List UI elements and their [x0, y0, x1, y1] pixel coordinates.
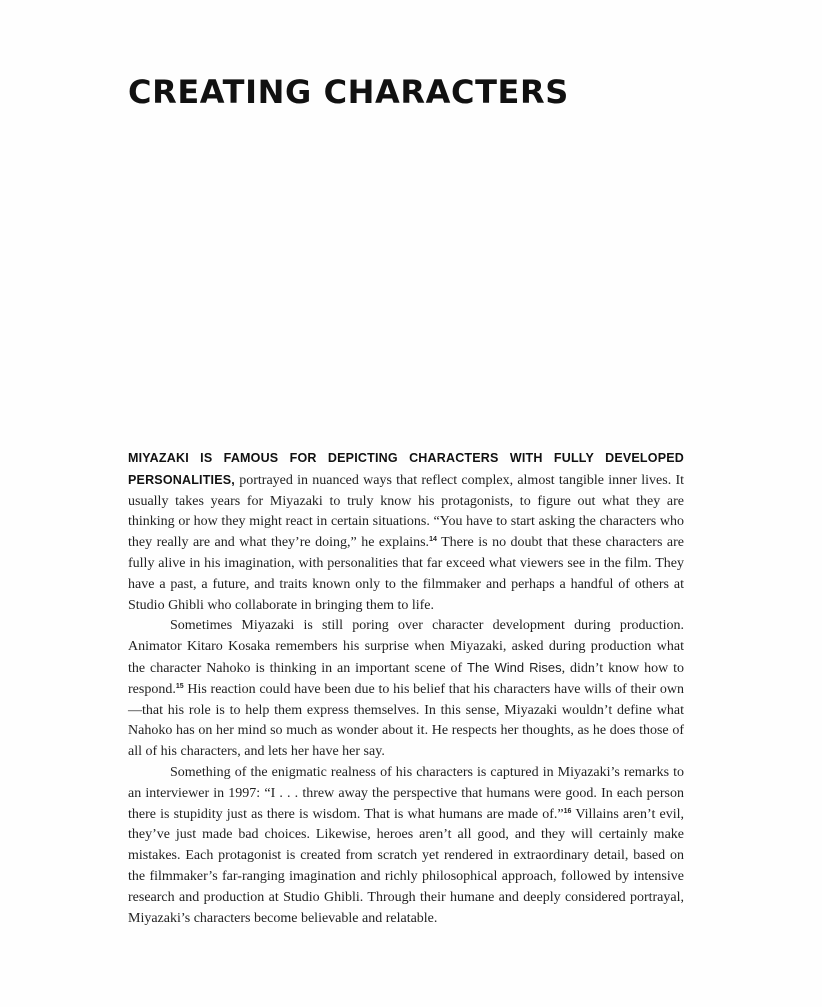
paragraph-1-text-b: There is no doubt that these characters are fully alive in his imagination, with personalities that far exceed what viewers see in the film. They have a past, a future, and traits known only to the filmmaker and perhaps a handful of others at Studio Ghibli who collaborate in bringing them to life.	[128, 535, 685, 613]
paragraph-2-text-a: Sometimes Miyazaki is still poring over character development during production. Animator Kitaro Kosaka remembers his surprise when Miyazaki, asked during production what the character Nahoko is thinking in an important scene of	[128, 618, 684, 676]
paragraph-3-text-b: Villains aren’t evil, they’ve just made bad choices. Likewise, heroes aren’t all good, and they will certainly make mistakes. Each protagonist is created from scratch yet rendered in extraordinary detail, based on the filmmaker’s far-ranging imagination and richly philosophical approach, followed by intensive research and production at Studio Ghibli. Through their humane and deeply considered portrayal, Miyazaki’s characters become believable and relatable.	[128, 806, 684, 926]
paragraph-1-text-a: portrayed in nuanced ways that reflect complex, almost tangible inner lives. It usually takes years for Miyazaki to truly know his protagonists, to figure out what they are thinking or how they might react in certain situations. “You have to start asking the characters who they really are and what they’re doing,” he explains.	[128, 472, 684, 551]
paragraph-2	[128, 616, 684, 763]
paragraph-3-text-a: Something of the enigmatic realness of his characters is captured in Miyazaki’s remarks to an interviewer in 1997: “I . . . threw away the perspective that humans were good. In each person there is stupidity just as there is wisdom. That is what humans are made of.”	[128, 764, 684, 822]
paragraph-2-text-c: His reaction could have been due to his belief that his characters have wills of their own—that his role is to help them express themselves. In this sense, Miyazaki wouldn’t define what Nahoko has on her mind so much as wonder about it. He respects her thoughts, as he does those of all of his characters, and lets her have her say.	[128, 681, 684, 760]
paragraph-1	[128, 448, 684, 616]
lead-in: MIYAZAKI IS FAMOUS FOR DEPICTING CHARACTERS WITH FULLY DEVELOPED PERSONALITIES,	[128, 451, 684, 487]
footnote-ref-16: 16	[563, 807, 572, 815]
paragraph-2-text-b: , didn’t know how to respond.	[128, 660, 684, 697]
film-title: The Wind Rises	[467, 659, 562, 675]
footnote-ref-15: 15	[175, 682, 184, 690]
body-text	[128, 448, 684, 929]
footnote-ref-14: 14	[429, 536, 437, 544]
paragraph-3	[128, 763, 684, 929]
chapter-heading: CREATING CHARACTERS	[128, 73, 569, 111]
